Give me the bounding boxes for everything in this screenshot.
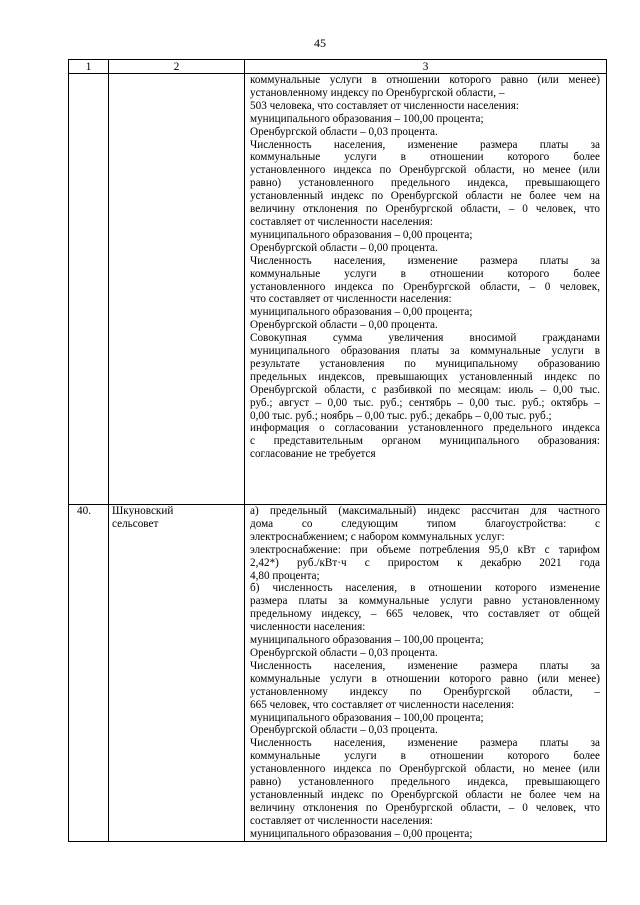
- text-line: муниципального образования – 0,00 процента;: [250, 228, 473, 241]
- table-row: [69, 74, 607, 505]
- text-line: коммунальные услуги в отношении которого более: [250, 750, 600, 763]
- text-line: Численность населения, изменение размера платы за: [250, 138, 600, 151]
- text-line: коммунальные услуги в отношении которого равно (или менее): [250, 672, 600, 685]
- document-table: [68, 59, 607, 842]
- text-line: равно) установленного предельного индекса, превышающего: [250, 776, 600, 789]
- municipality-name-line: сельсовет: [112, 517, 159, 530]
- text-line: результате установления по муниципальному образованию: [250, 357, 600, 370]
- text-line: муниципального образования – 100,00 процента;: [250, 112, 484, 125]
- table-row: [69, 505, 607, 842]
- text-line: 503 человека, что составляет от численности населения:: [250, 99, 519, 112]
- text-line: руб.; август – 0,00 тыс. руб.; сентябрь – 0,00 тыс. руб.; октябрь –: [250, 396, 600, 409]
- text-line: 665 человек, что составляет от численности населения:: [250, 698, 515, 711]
- text-line: коммунальные услуги в отношении которого более: [250, 151, 600, 164]
- text-line: установленному индексу по Оренбургской области, –: [250, 685, 600, 698]
- text-line: муниципального образования – 100,00 процента;: [250, 711, 484, 724]
- text-line: Численность населения, изменение размера платы за: [250, 659, 600, 672]
- text-line: муниципального образования платы за коммунальные услуги в: [250, 345, 600, 358]
- text-line: величину отклонения по Оренбургской области, – 0 человек, что: [250, 801, 600, 814]
- text-line: установленный индекс по Оренбургской области не более чем на: [250, 788, 600, 801]
- text-line: Оренбургской области – 0,03 процента.: [250, 125, 438, 138]
- text-line: коммунальные услуги в отношении которого равно (или менее): [250, 74, 600, 86]
- row-municipality: [109, 505, 245, 842]
- header-cell-3: 3: [245, 60, 607, 74]
- text-line: коммунальные услуги в отношении которого более: [250, 267, 600, 280]
- text-line: величину отклонения по Оренбургской области, – 0 человек, что: [250, 203, 600, 216]
- text-line: Оренбургской области – 0,00 процента.: [250, 241, 438, 254]
- text-line: с представительным органом муниципального образования:: [250, 435, 600, 448]
- row-number: [69, 74, 109, 505]
- text-line: установленного индекса по Оренбургской области, – 0 человек,: [250, 280, 600, 293]
- row-number: 40.: [69, 505, 109, 842]
- text-line: установленного индекса по Оренбургской области, но менее (или: [250, 763, 600, 776]
- text-line: Численность населения, изменение размера платы за: [250, 254, 600, 267]
- text-line: численности населения:: [250, 621, 366, 634]
- text-line: согласование не требуется: [250, 448, 376, 461]
- text-line: а) предельный (максимальный) индекс рассчитан для частного: [250, 505, 600, 517]
- text-line: установленного индекса по Оренбургской области, но менее (или: [250, 164, 600, 177]
- text-line: муниципального образования – 100,00 процента;: [250, 634, 484, 647]
- municipality-name-line: Шкуновский: [112, 505, 174, 517]
- text-line: размера платы за коммунальные услуги равно установленному: [250, 595, 600, 608]
- text-line: электроснабжение: при объеме потребления 95,0 кВт с тарифом: [250, 543, 600, 556]
- text-line: дома со следующим типом благоустройства: с: [250, 517, 600, 530]
- header-cell-2: 2: [109, 60, 245, 74]
- text-line: равно) установленного предельного индекса, превышающего: [250, 177, 600, 190]
- text-line: составляет от численности населения:: [250, 215, 433, 228]
- text-line: электроснабжением; с набором коммунальных услуг:: [250, 530, 505, 543]
- page-number: 45: [314, 36, 326, 50]
- text-line: б) численность населения, в отношении которого изменение: [250, 582, 600, 595]
- text-line: Оренбургской области – 0,03 процента.: [250, 646, 438, 659]
- text-line: Оренбургской области – 0,00 процента.: [250, 319, 438, 332]
- text-line: 0,00 тыс. руб.; ноябрь – 0,00 тыс. руб.; декабрь – 0,00 тыс. руб.;: [250, 409, 552, 422]
- text-line: 4,80 процента;: [250, 569, 320, 582]
- text-line: предельных индексов, превышающих установленный индекс по: [250, 370, 600, 383]
- text-line: информация о согласовании установленного предельного индекса: [250, 422, 600, 435]
- row-municipality: [109, 74, 245, 505]
- text-line: муниципального образования – 0,00 процента;: [250, 827, 473, 840]
- text-line: муниципального образования – 0,00 процента;: [250, 306, 473, 319]
- text-line: Оренбургской области, с разбивкой по месяцам: июль – 0,00 тыс.: [250, 383, 600, 396]
- text-line: Численность населения, изменение размера платы за: [250, 737, 600, 750]
- text-line: составляет от численности населения:: [250, 814, 433, 827]
- text-line: Совокупная сумма увеличения вносимой гражданами: [250, 332, 600, 345]
- text-line: Оренбургской области – 0,03 процента.: [250, 724, 438, 737]
- table-header-row: [69, 60, 607, 74]
- row-text: [245, 505, 607, 842]
- header-cell-1: 1: [69, 60, 109, 74]
- text-line: установленный индекс по Оренбургской области не более чем на: [250, 190, 600, 203]
- row-text: [245, 74, 607, 505]
- text-line: что составляет от численности населения:: [250, 293, 452, 306]
- text-line: 2,42*) руб./кВт·ч с приростом к декабрю 2021 года: [250, 556, 600, 569]
- text-line: предельному индексу, – 665 человек, что составляет от общей: [250, 608, 600, 621]
- text-line: установленному индексу по Оренбургской области, –: [250, 86, 505, 99]
